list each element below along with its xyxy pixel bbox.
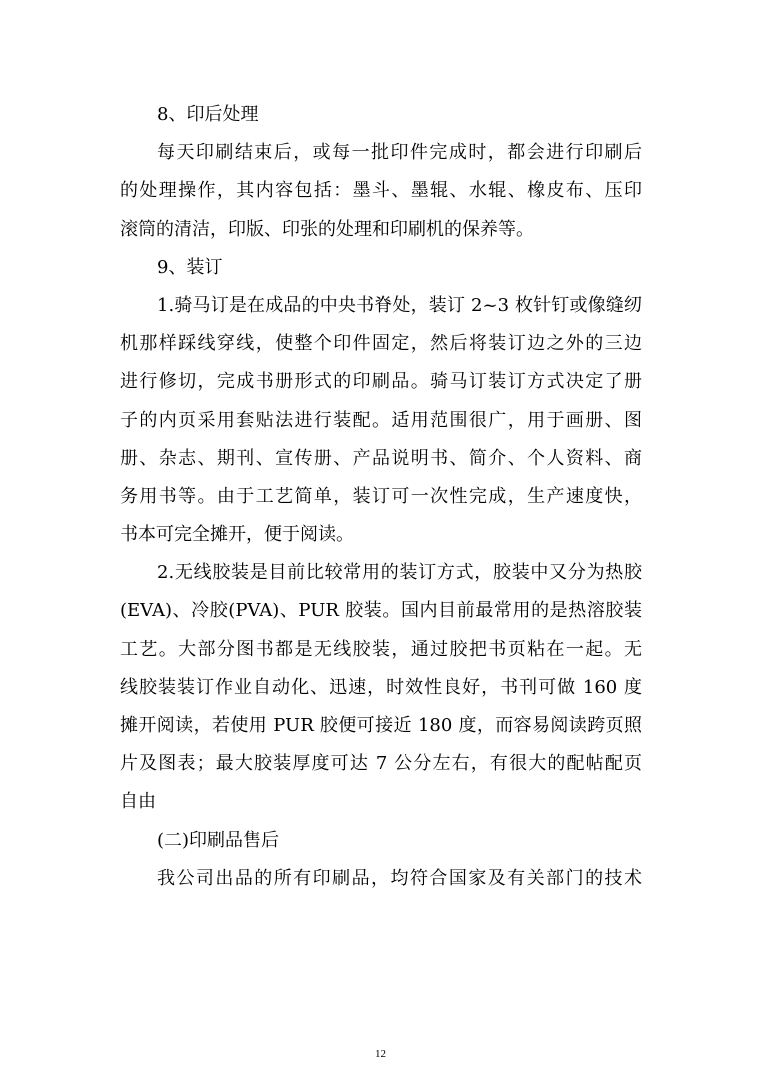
paragraph-line: 册、杂志、期刊、宣传册、产品说明书、简介、个人资料、商 (120, 447, 642, 469)
paragraph-line: 工艺。大部分图书都是无线胶装，通过胶把书页粘在一起。无 (120, 638, 642, 660)
paragraph-line: 的处理操作，其内容包括：墨斗、墨辊、水辊、橡皮布、压印 (120, 180, 642, 202)
page-number: 12 (375, 1048, 386, 1060)
paragraph-line: 书本可完全摊开，便于阅读。 (120, 524, 354, 546)
document-body (120, 96, 642, 898)
paragraph-line: (EVA)、冷胶(PVA)、PUR 胶装。国内目前最常用的是热溶胶装 (120, 600, 642, 622)
paragraph-line: 进行修切，完成书册形式的印刷品。骑马订装订方式决定了册 (120, 371, 642, 393)
paragraph-line: 务用书等。由于工艺简单，装订可一次性完成，生产速度快， (120, 485, 642, 507)
paragraph-line: 每天印刷结束后，或每一批印件完成时，都会进行印刷后 (157, 142, 642, 164)
paragraph-line: 滚筒的清洁，印版、印张的处理和印刷机的保养等。 (120, 218, 534, 240)
section-heading-post-press: 8、印后处理 (157, 104, 259, 125)
paragraph-line: 我公司出品的所有印刷品，均符合国家及有关部门的技术 (157, 867, 642, 889)
paragraph-line: 子的内页采用套贴法进行装配。适用范围很广，用于画册、图 (120, 409, 642, 431)
paragraph-line: 1.骑马订是在成品的中央书脊处，装订 2~3 枚针钉或像缝纫 (157, 294, 642, 316)
section-heading-binding: 9、装订 (157, 256, 223, 278)
paragraph-line: 2.无线胶装是目前比较常用的装订方式，胶装中又分为热胶 (157, 562, 642, 584)
paragraph-line: 片及图表；最大胶装厚度可达 7 公分左右，有很大的配帖配页 (120, 753, 642, 775)
paragraph-line: 机那样踩线穿线，使整个印件固定，然后将装订边之外的三边 (120, 333, 642, 355)
paragraph-line: 自由 (120, 791, 156, 813)
paragraph-line: 摊开阅读，若使用 PUR 胶便可接近 180 度，而容易阅读跨页照 (120, 715, 642, 736)
paragraph-line: 线胶装装订作业自动化、迅速，时效性良好，书刊可做 160 度 (120, 676, 642, 698)
section-heading-after-sales: (二)印刷品售后 (157, 829, 280, 851)
